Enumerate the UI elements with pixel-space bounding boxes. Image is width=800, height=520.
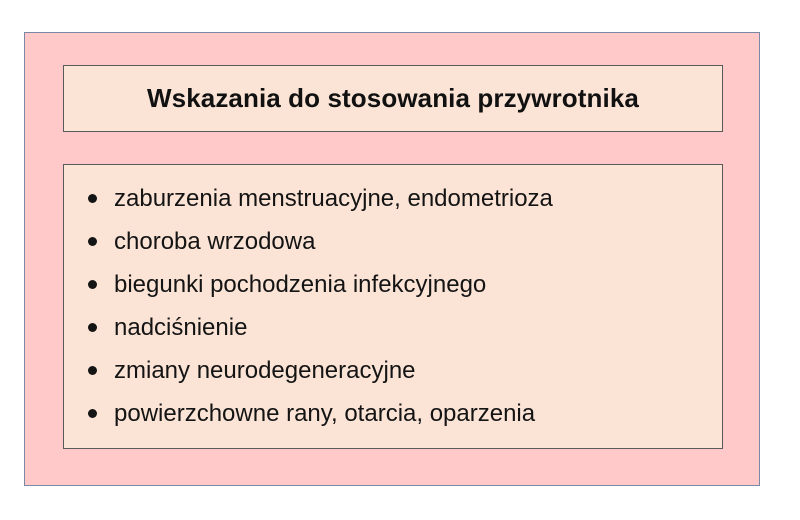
diagram-title: Wskazania do stosowania przywrotnika [147, 83, 639, 113]
list-item-label: biegunki pochodzenia infekcyjnego [114, 271, 487, 298]
list-item-label: powierzchowne rany, otarcia, oparzenia [114, 400, 536, 427]
bullet-icon [88, 366, 97, 375]
list-item-label: nadciśnienie [114, 314, 248, 341]
indications-box [63, 164, 723, 449]
list-item [64, 220, 722, 263]
title-box [63, 65, 723, 132]
list-item-label: zaburzenia menstruacyjne, endometrioza [114, 185, 553, 212]
list-item [64, 263, 722, 306]
diagram-panel [24, 32, 760, 486]
bullet-icon [88, 280, 97, 289]
indications-list [64, 177, 722, 435]
bullet-icon [88, 323, 97, 332]
list-item-label: choroba wrzodowa [114, 228, 316, 255]
list-item [64, 177, 722, 220]
bullet-icon [88, 409, 97, 418]
list-item [64, 349, 722, 392]
bullet-icon [88, 194, 97, 203]
list-item [64, 392, 722, 435]
list-item-label: zmiany neurodegeneracyjne [114, 357, 416, 384]
list-item [64, 306, 722, 349]
bullet-icon [88, 237, 97, 246]
